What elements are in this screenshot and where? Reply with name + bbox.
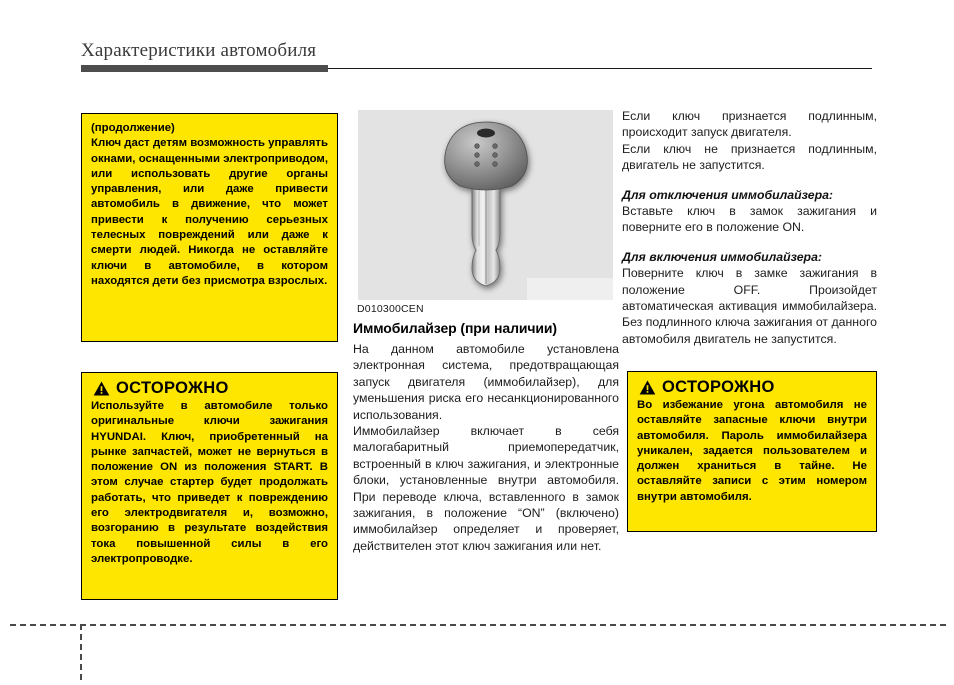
warning-heading: ОСТОРОЖНО [662, 378, 775, 396]
spacer [622, 174, 877, 187]
warning-text: Во избежание угона автомобиля не оставляйте запасные ключи внутри автомобиля. Пароль иммобилайзера уникален, задается пользователем и должен храниться в тайне. Не оставляйте записи с этим номером внутри автомобиля. [637, 399, 867, 503]
header-accent-bar [81, 65, 328, 72]
warning-box-genuine-keys [81, 372, 338, 600]
continued-warning-box [81, 113, 338, 342]
ignition-key-icon [426, 116, 546, 296]
crop-line-vertical [80, 624, 82, 680]
right-column-text [622, 108, 877, 347]
warning-triangle-icon [639, 380, 656, 395]
continued-text: Ключ даст детям возможность управлять окнами, оснащенными электроприводом, или использовать другие органы управления, или даже привести автомобиль в движение, что может привести к получению серьезных телесных повреждений или даже к смерти людей. Никогда не оставляйте ключи в автомобиле, в котором находятся дети без присмотра взрослых. [91, 137, 328, 287]
immobilizer-section [353, 320, 619, 554]
warning-header [93, 380, 328, 397]
deactivate-heading: Для отключения иммобилайзера: [622, 187, 834, 202]
body-paragraph: Если ключ не признается подлинным, двигатель не запустится. [622, 141, 877, 173]
continued-label: (продолжение) [91, 122, 175, 134]
section-heading: Иммобилайзер (при наличии) [353, 320, 557, 336]
activate-text: Поверните ключ в замке зажигания в положение OFF. Произойдет автоматическая активация иммобилайзера. Без подлинного ключа зажигания от данного автомобиля двигатель не запустится. [622, 266, 877, 346]
header-rule [328, 68, 872, 69]
warning-triangle-icon [93, 381, 110, 396]
key-figure [358, 110, 613, 300]
body-paragraph: Если ключ признается подлинным, происходит запуск двигателя. [622, 109, 877, 140]
crop-line-horizontal [10, 624, 946, 626]
activate-heading: Для включения иммобилайзера: [622, 249, 823, 264]
spacer [622, 236, 877, 249]
warning-box-spare-keys [627, 371, 877, 532]
warning-header [639, 379, 867, 396]
body-paragraph: На данном автомобиле установлена электронная система, предотвращающая запуск двигателя (иммобилайзер), для уменьшения риска его несанкционированного использования. [353, 342, 619, 422]
deactivate-text: Вставьте ключ в замок зажигания и поверните его в положение ON. [622, 204, 877, 235]
warning-text: Используйте в автомобиле только оригинальные ключи зажигания HYUNDAI. Ключ, приобретенный на рынке запчастей, может не вернуться в положение ON из положения START. В этом случае стартер будет продолжать работать, что приведет к повреждению его электродвигателя и, возможно, возгоранию в результате воздействия тока повышенной силы в его электропроводке. [91, 400, 328, 565]
figure-caption: D010300CEN [357, 303, 424, 315]
page-title: Характеристики автомобиля [81, 40, 317, 61]
warning-heading: ОСТОРОЖНО [116, 379, 229, 397]
body-paragraph: Иммобилайзер включает в себя малогабаритный приемопередатчик, встроенный в ключ зажигания, и электронные блоки, установленные внутри автомобиля. При переводе ключа, вставленного в замок зажигания, в положение “ON” (включено) иммобилайзер определяет и проверяет, действителен этот ключ зажигания или нет. [353, 424, 619, 553]
